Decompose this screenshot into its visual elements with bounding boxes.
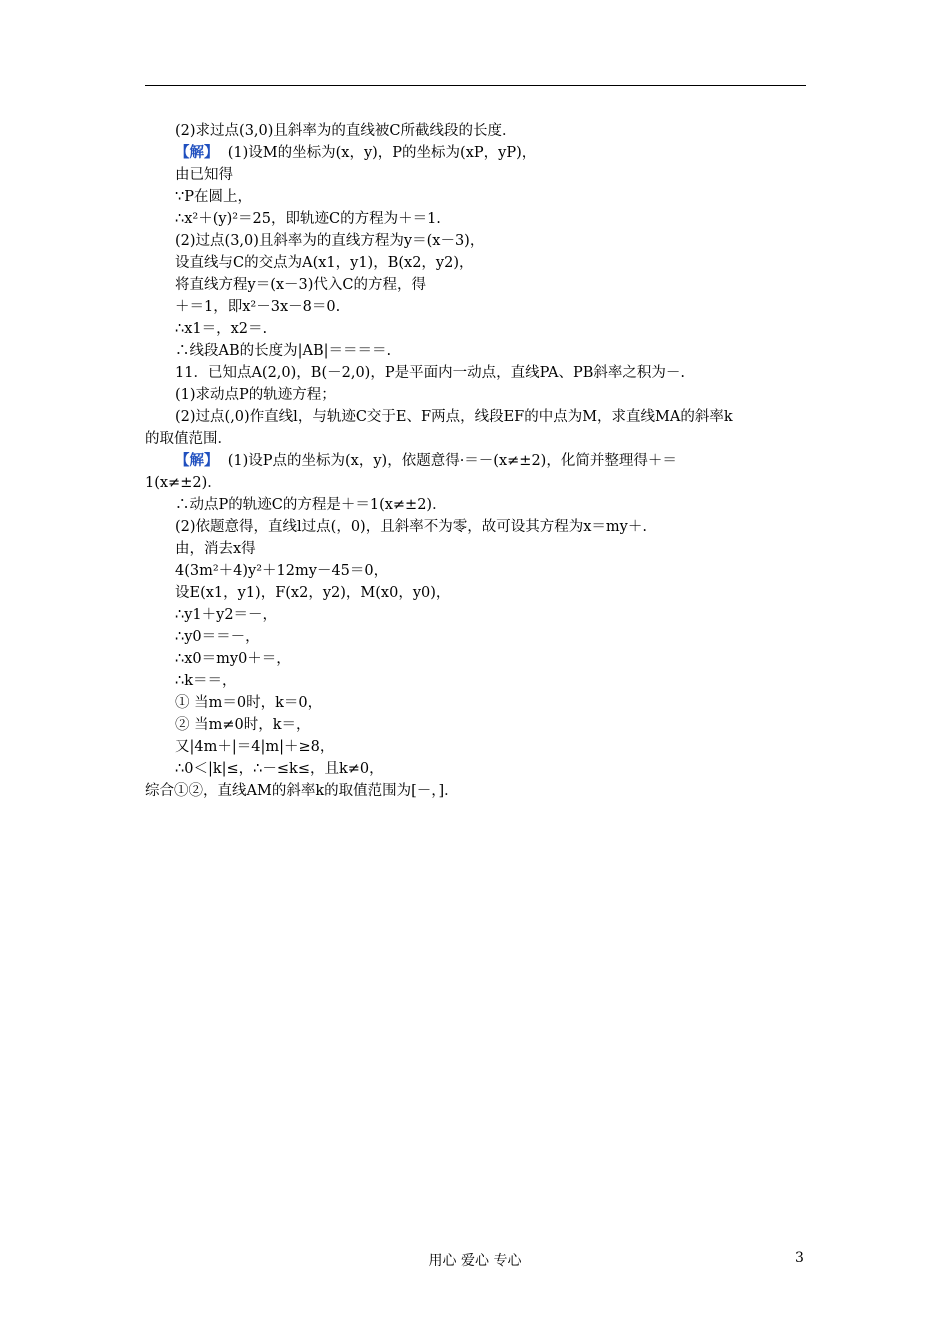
text-line: 将直线方程y＝(x－3)代入C的方程，得 xyxy=(175,277,427,293)
page-footer: 用心 爱心 专心 xyxy=(428,1253,522,1269)
text-line: 【解】 (1)设P点的坐标为(x，y)，依题意得·＝－(x≠±2)，化简并整理得＋＝ xyxy=(175,452,677,469)
problem-statement: 11．已知点A(2,0)，B(－2,0)，P是平面内一动点，直线PA、PB斜率之积为－. xyxy=(175,365,685,381)
text-line: 由已知得 xyxy=(175,167,233,183)
text-line: (2)过点(,0)作直线l，与轨迹C交于E、F两点，线段EF的中点为M，求直线MA的斜率k xyxy=(175,409,733,425)
text-line: ∴0＜|k|≤，∴－≤k≤，且k≠0， xyxy=(175,761,384,777)
text-line: ∴y1＋y2＝－， xyxy=(175,607,278,623)
text-line: 1(x≠±2)． xyxy=(145,475,222,491)
solution-tag: 【解】 xyxy=(175,144,219,161)
text-line: ∴x²＋(y)²＝25，即轨迹C的方程为＋＝1. xyxy=(175,211,441,227)
text-line: 设E(x1，y1)，F(x2，y2)，M(x0，y0)， xyxy=(175,585,451,601)
text-line: (2)求过点(3,0)且斜率为的直线被C所截线段的长度． xyxy=(175,123,517,139)
text-line: 设直线与C的交点为A(x1，y1)，B(x2，y2)， xyxy=(175,255,474,271)
text-line: ∵P在圆上， xyxy=(175,189,252,205)
document-body xyxy=(145,120,806,802)
text-line: 又|4m＋|＝4|m|＋≥8， xyxy=(175,739,335,755)
text-line: ② 当m≠0时，k＝， xyxy=(175,717,311,733)
text-line: ＋＝1，即x²－3x－8＝0. xyxy=(175,299,341,315)
header-rule xyxy=(145,85,806,86)
text-line: ∴k＝＝， xyxy=(175,673,237,689)
page-number: 3 xyxy=(795,1250,804,1266)
text-line: 【解】 (1)设M的坐标为(x，y)，P的坐标为(xP，yP)， xyxy=(175,144,537,161)
text-line: (2)过点(3,0)且斜率为的直线方程为y＝(x－3)， xyxy=(175,233,485,249)
solution-tag: 【解】 xyxy=(175,452,219,469)
text-line: 由，消去x得 xyxy=(175,541,256,557)
text-line: (1)求动点P的轨迹方程； xyxy=(175,387,336,403)
text-line: ∴x0＝my0＋＝， xyxy=(175,651,291,667)
text-line: ∴y0＝＝－， xyxy=(175,629,260,645)
text-line: ∴x1＝，x2＝. xyxy=(175,321,268,337)
text-line: ∴动点P的轨迹C的方程是＋＝1(x≠±2)． xyxy=(175,497,447,513)
text-line: 4(3m²＋4)y²＋12my－45＝0， xyxy=(175,563,389,579)
text-line: (2)依题意得，直线l过点(，0)，且斜率不为零，故可设其方程为x＝my＋. xyxy=(175,519,647,535)
conclusion-line: 综合①②，直线AM的斜率k的取值范围为[－，]． xyxy=(145,783,459,799)
text-line: ∴线段AB的长度为|AB|＝＝＝＝. xyxy=(175,343,392,359)
text-line: ① 当m＝0时，k＝0， xyxy=(175,695,323,711)
text-line: 的取值范围． xyxy=(145,431,232,447)
